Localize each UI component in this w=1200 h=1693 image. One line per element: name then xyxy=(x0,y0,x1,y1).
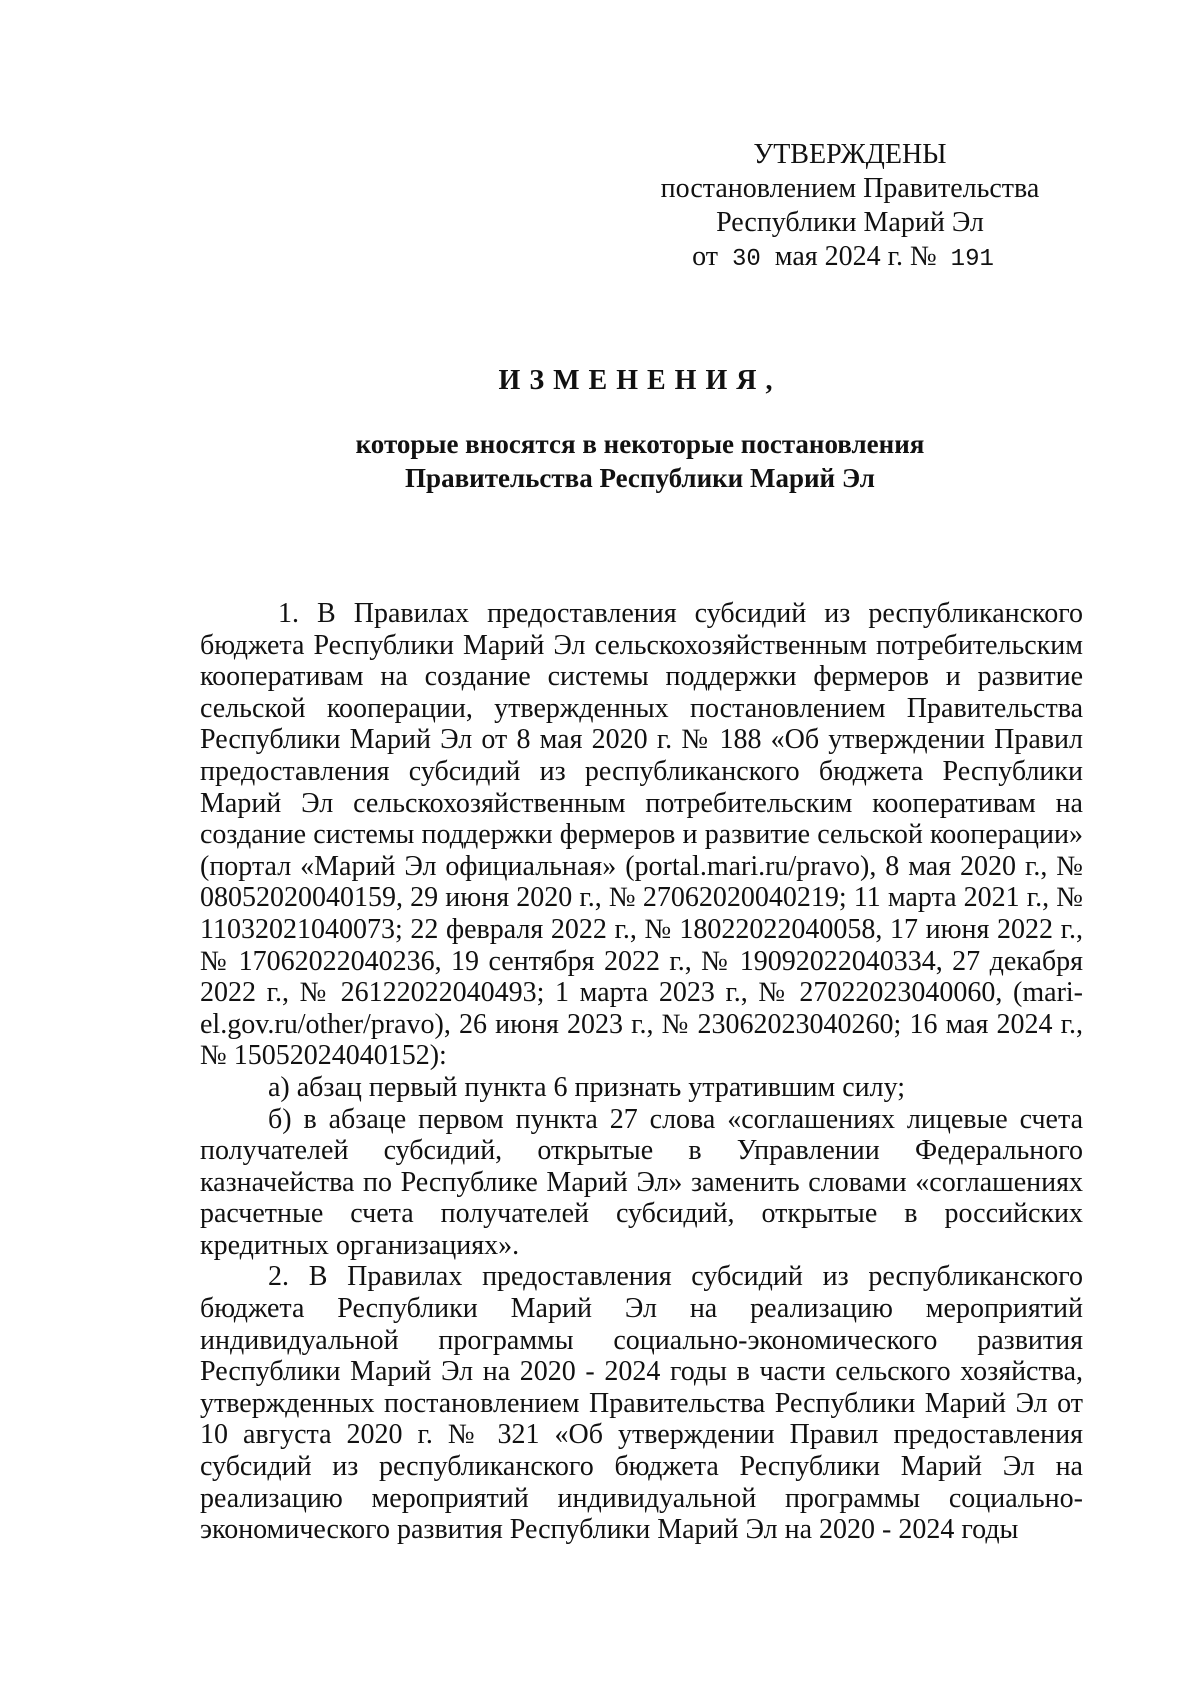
paragraph-1: 1. В Правилах предоставления субсидий из республиканского бюджета Республики Марий Эл сельскохозяйственным потребительским кооперативам на создание системы поддержки фермеров и развитие сельской кооперации, утвержденных постановлением Правительства Республики Марий Эл от 8 мая 2020 г. № 188 «Об утверждении Правил предоставления субсидий из республиканского бюджета Республики Марий Эл сельскохозяйственным потребительским кооперативам на создание системы поддержки фермеров и развитие сельской кооперации» (портал «Марий Эл официальная» (portal.mari.ru/pravo), 8 мая 2020 г., № 08052020040159, 29 июня 2020 г., № 27062020040219; 11 марта 2021 г., № 11032021040073; 22 февраля 2022 г., № 18022022040058, 17 июня 2022 г., № 17062022040236, 19 сентября 2022 г., № 19092022040334, 27 декабря 2022 г., № 26122022040493; 1 марта 2023 г., № 27022023040060, (mari-el.gov.ru/other/pravo), 26 июня 2023 г., № 23062023040260; 16 мая 2024 г., № 15052024040152): xyxy=(200,598,1083,1072)
approval-date-line xyxy=(640,240,1060,277)
approval-day: 30 xyxy=(731,246,761,273)
document-subtitle xyxy=(200,427,1080,495)
subtitle-line-1: которые вносятся в некоторые постановления xyxy=(355,429,925,459)
approval-line-2: Республики Марий Эл xyxy=(716,207,984,238)
paragraph-1b: б) в абзаце первом пункта 27 слова «соглашениях лицевые счета получателей субсидий, открытые в Управлении Федерального казначейства по Республике Марий Эл» заменить словами «соглашениях расчетные счета получателей субсидий, открытые в российских кредитных организациях». xyxy=(200,1103,1083,1261)
paragraph-1a: а) абзац первый пункта 6 признать утратившим силу; xyxy=(268,1071,906,1103)
approval-month-year: мая 2024 г. № xyxy=(774,241,937,272)
paragraph-2: 2. В Правилах предоставления субсидий из республиканского бюджета Республики Марий Эл на реализацию мероприятий индивидуальной программы социально-экономического развития Республики Марий Эл на 2020 - 2024 годы в части сельского хозяйства, утвержденных постановлением Правительства Республики Марий Эл от 10 августа 2020 г. № 321 «Об утверждении Правил предоставления субсидий из республиканского бюджета Республики Марий Эл на реализацию мероприятий индивидуальной программы социально-экономического развития Республики Марий Эл на 2020 - 2024 годы xyxy=(200,1261,1083,1546)
approval-title: УТВЕРЖДЕНЫ xyxy=(753,139,947,170)
approval-number: 191 xyxy=(950,246,994,273)
subtitle-line-2: Правительства Республики Марий Эл xyxy=(405,463,875,493)
document-title: ИЗМЕНЕНИЯ, xyxy=(498,365,782,396)
approval-date-prefix: от xyxy=(692,241,718,272)
document-body xyxy=(200,598,1083,1546)
approval-stamp xyxy=(640,138,1060,277)
approval-line-1: постановлением Правительства xyxy=(660,173,1040,204)
